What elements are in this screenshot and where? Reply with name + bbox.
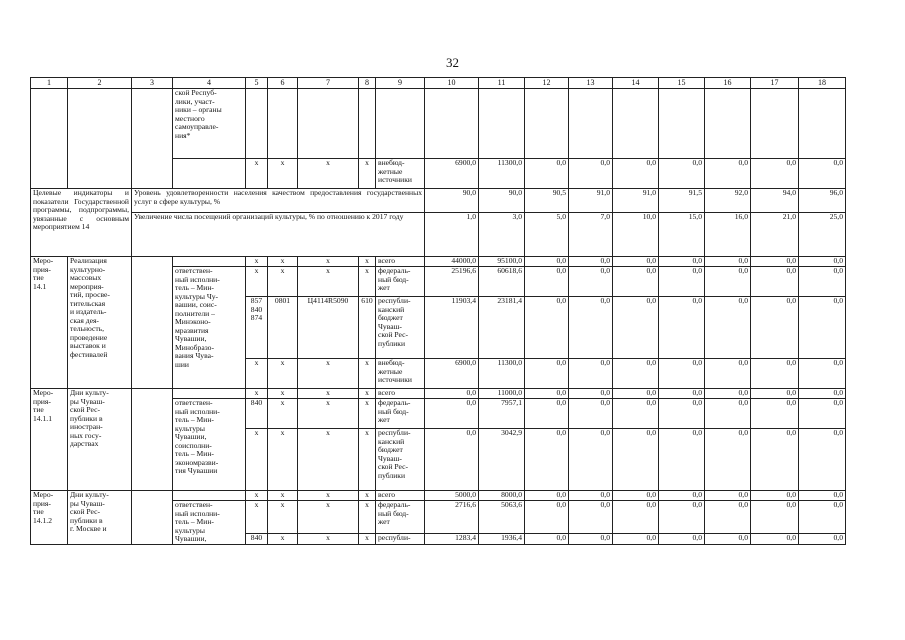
- code-target: х: [298, 389, 359, 399]
- cell-empty: [359, 89, 376, 159]
- year-value: 0,0: [613, 491, 659, 501]
- year-value: 0,0: [525, 399, 569, 429]
- year-value: 0,0: [569, 297, 613, 359]
- year-value: 0,0: [613, 159, 659, 189]
- indicator-value: 21,0: [751, 213, 799, 257]
- year-value: 0,0: [705, 429, 751, 491]
- year-value: 0,0: [705, 533, 751, 544]
- year-value: 0,0: [525, 501, 569, 534]
- indicator-value: 90,5: [525, 189, 569, 213]
- code-target: х: [298, 159, 359, 189]
- code-target: х: [298, 429, 359, 491]
- indicator-value: 91,0: [613, 189, 659, 213]
- year-value: 0,0: [525, 389, 569, 399]
- cell-empty: [132, 89, 173, 189]
- page-number: 32: [446, 55, 459, 70]
- indicator-value: 92,0: [705, 189, 751, 213]
- year-value: 0,0: [525, 359, 569, 389]
- funding-source: всего: [376, 257, 425, 267]
- code-target: х: [298, 501, 359, 534]
- code-grbs: 840: [246, 399, 268, 429]
- code-grbs: х: [246, 159, 268, 189]
- code-target: х: [298, 267, 359, 297]
- year-value: 0,0: [659, 359, 705, 389]
- indicator-value: 94,0: [751, 189, 799, 213]
- cell-empty: [425, 89, 479, 159]
- funding-source: федераль- ный бюд- жет: [376, 267, 425, 297]
- year-value: 0,0: [705, 359, 751, 389]
- indicator-value: 10,0: [613, 213, 659, 257]
- year-value: 0,0: [799, 501, 846, 534]
- cell-empty: [68, 89, 132, 189]
- indicator-value: 15,0: [659, 213, 705, 257]
- year-value: 0,0: [751, 501, 799, 534]
- responsible-continuation: ской Респуб- лики, участ- ники – органы местного самоуправле- ния*: [173, 89, 246, 159]
- year-value: 0,0: [799, 297, 846, 359]
- code-grbs: х: [246, 389, 268, 399]
- cell-empty: [569, 89, 613, 159]
- year-value: 0,0: [613, 399, 659, 429]
- funding-source: внебюд- жетные источники: [376, 159, 425, 189]
- budget-table: [30, 77, 846, 545]
- year-value: 0,0: [425, 429, 479, 491]
- cell-empty: [173, 389, 246, 399]
- year-value: 0,0: [751, 389, 799, 399]
- year-value: 0,0: [659, 159, 705, 189]
- code-target: х: [298, 359, 359, 389]
- cell-empty: [246, 89, 268, 159]
- year-value: 0,0: [799, 257, 846, 267]
- indicator-row: [31, 213, 846, 257]
- responsible-executor: ответствен- ный исполни- тель – Мин- культуры Чувашии,: [173, 501, 246, 545]
- year-value: 0,0: [799, 389, 846, 399]
- year-value: 95100,0: [479, 257, 525, 267]
- year-value: 0,0: [525, 533, 569, 544]
- measure-label: Меро- прия- тие 14.1.2: [31, 491, 68, 545]
- code-expense-type: х: [359, 501, 376, 534]
- column-number-14: 14: [613, 78, 659, 89]
- column-number-6: 6: [268, 78, 298, 89]
- column-number-18: 18: [799, 78, 846, 89]
- year-value: 0,0: [705, 257, 751, 267]
- year-value: 0,0: [613, 257, 659, 267]
- year-value: 0,0: [525, 491, 569, 501]
- year-value: 0,0: [751, 491, 799, 501]
- code-section: х: [268, 501, 298, 534]
- year-value: 0,0: [705, 491, 751, 501]
- column-number-7: 7: [298, 78, 359, 89]
- funding-source: федераль- ный бюд- жет: [376, 399, 425, 429]
- code-target: Ц4114R5090: [298, 297, 359, 359]
- year-value: 0,0: [659, 501, 705, 534]
- year-value: 0,0: [659, 491, 705, 501]
- year-value: 0,0: [569, 533, 613, 544]
- year-value: 0,0: [569, 359, 613, 389]
- cell-empty: [31, 89, 68, 189]
- year-value: 0,0: [751, 399, 799, 429]
- year-value: 5063,6: [479, 501, 525, 534]
- year-value: 0,0: [659, 389, 705, 399]
- year-value: 0,0: [613, 267, 659, 297]
- code-expense-type: х: [359, 533, 376, 544]
- measure-row: [31, 257, 846, 267]
- code-grbs: х: [246, 429, 268, 491]
- funding-source: всего: [376, 491, 425, 501]
- column-number-2: 2: [68, 78, 132, 89]
- year-value: 0,0: [705, 267, 751, 297]
- measure-label: Меро- прия- тие 14.1: [31, 257, 68, 389]
- code-grbs: х: [246, 267, 268, 297]
- indicator-value: 91,5: [659, 189, 705, 213]
- cell-empty: [298, 89, 359, 159]
- indicator-value: 90,0: [479, 189, 525, 213]
- indicator-row: [31, 189, 846, 213]
- code-expense-type: х: [359, 159, 376, 189]
- funding-source: республи- канский бюджет Чуваш- ской Рес- публики: [376, 429, 425, 491]
- year-value: 60618,6: [479, 267, 525, 297]
- cell-empty: [479, 89, 525, 159]
- cell-empty: [525, 89, 569, 159]
- measure-name: Дни культу- ры Чуваш- ской Рес- публики в г. Москве и: [68, 491, 132, 545]
- column-number-17: 17: [751, 78, 799, 89]
- cell-empty: [132, 389, 173, 491]
- funding-source: республи-: [376, 533, 425, 544]
- year-value: 0,0: [799, 267, 846, 297]
- year-value: 0,0: [613, 501, 659, 534]
- year-value: 0,0: [751, 297, 799, 359]
- indicator-value: 1,0: [425, 213, 479, 257]
- code-expense-type: х: [359, 399, 376, 429]
- code-section: х: [268, 359, 298, 389]
- code-expense-type: 610: [359, 297, 376, 359]
- cell-empty: [173, 257, 246, 267]
- year-value: 11000,0: [479, 389, 525, 399]
- year-value: 0,0: [705, 159, 751, 189]
- year-value: 0,0: [659, 257, 705, 267]
- year-value: 23181,4: [479, 297, 525, 359]
- indicator-value: 3,0: [479, 213, 525, 257]
- year-value: 0,0: [525, 297, 569, 359]
- year-value: 0,0: [799, 533, 846, 544]
- year-value: 0,0: [569, 429, 613, 491]
- year-value: 6900,0: [425, 359, 479, 389]
- year-value: 0,0: [525, 159, 569, 189]
- code-section: х: [268, 399, 298, 429]
- measure-name: Реализация культурно- массовых мероприя- тий, просве- тительская и издатель- ская дея- тельность, проведение выставок и фестивалей: [68, 257, 132, 389]
- code-grbs: х: [246, 501, 268, 534]
- year-value: 0,0: [705, 297, 751, 359]
- code-target: х: [298, 491, 359, 501]
- year-value: 0,0: [799, 359, 846, 389]
- code-section: х: [268, 429, 298, 491]
- responsible-executor: ответствен- ный исполни- тель – Мин- культуры Чувашии, соисполни- тель – Мин- экономразви- тия Чувашии: [173, 399, 246, 491]
- code-expense-type: х: [359, 429, 376, 491]
- year-value: 1936,4: [479, 533, 525, 544]
- indicator-value: 7,0: [569, 213, 613, 257]
- code-section: х: [268, 257, 298, 267]
- code-section: х: [268, 159, 298, 189]
- year-value: 0,0: [659, 267, 705, 297]
- column-number-15: 15: [659, 78, 705, 89]
- code-section: х: [268, 389, 298, 399]
- year-value: 0,0: [751, 429, 799, 491]
- year-value: 5000,0: [425, 491, 479, 501]
- code-target: х: [298, 257, 359, 267]
- code-expense-type: х: [359, 389, 376, 399]
- code-grbs: х: [246, 491, 268, 501]
- year-value: 0,0: [705, 501, 751, 534]
- column-number-10: 10: [425, 78, 479, 89]
- year-value: 0,0: [613, 359, 659, 389]
- indicator-text: Уровень удовлетворенности населения качеством предоставления государственных услуг в сфере культуры, %: [132, 189, 425, 213]
- year-value: 0,0: [705, 389, 751, 399]
- year-value: 0,0: [569, 399, 613, 429]
- funding-source: всего: [376, 389, 425, 399]
- continuation-row: [31, 89, 846, 159]
- column-number-5: 5: [246, 78, 268, 89]
- year-value: 0,0: [799, 491, 846, 501]
- year-value: 0,0: [613, 297, 659, 359]
- year-value: 0,0: [751, 533, 799, 544]
- year-value: 0,0: [799, 399, 846, 429]
- code-expense-type: х: [359, 267, 376, 297]
- code-section: х: [268, 533, 298, 544]
- code-expense-type: х: [359, 491, 376, 501]
- year-value: 0,0: [659, 429, 705, 491]
- indicator-value: 25,0: [799, 213, 846, 257]
- year-value: 0,0: [751, 257, 799, 267]
- year-value: 0,0: [525, 429, 569, 491]
- year-value: 1283,4: [425, 533, 479, 544]
- year-value: 0,0: [659, 297, 705, 359]
- column-number-row: [31, 78, 846, 89]
- column-number-3: 3: [132, 78, 173, 89]
- year-value: 0,0: [799, 159, 846, 189]
- year-value: 0,0: [525, 267, 569, 297]
- year-value: 11300,0: [479, 359, 525, 389]
- year-value: 6900,0: [425, 159, 479, 189]
- cell-empty: [173, 159, 246, 189]
- year-value: 0,0: [525, 257, 569, 267]
- year-value: 0,0: [613, 533, 659, 544]
- cell-empty: [268, 89, 298, 159]
- code-target: х: [298, 399, 359, 429]
- cell-empty: [132, 491, 173, 545]
- cell-empty: [613, 89, 659, 159]
- year-value: 11300,0: [479, 159, 525, 189]
- year-value: 44000,0: [425, 257, 479, 267]
- year-value: 0,0: [569, 257, 613, 267]
- year-value: 0,0: [751, 267, 799, 297]
- indicator-value: 96,0: [799, 189, 846, 213]
- code-section: х: [268, 267, 298, 297]
- code-target: х: [298, 533, 359, 544]
- cell-empty: [173, 491, 246, 501]
- code-section: х: [268, 491, 298, 501]
- code-grbs: 840: [246, 533, 268, 544]
- year-value: 0,0: [613, 389, 659, 399]
- year-value: 0,0: [799, 429, 846, 491]
- code-grbs: х: [246, 257, 268, 267]
- column-number-8: 8: [359, 78, 376, 89]
- year-value: 7957,1: [479, 399, 525, 429]
- year-value: 0,0: [613, 429, 659, 491]
- column-number-12: 12: [525, 78, 569, 89]
- cell-empty: [659, 89, 705, 159]
- year-value: 0,0: [751, 359, 799, 389]
- funding-source: внебюд- жетные источники: [376, 359, 425, 389]
- indicator-value: 90,0: [425, 189, 479, 213]
- year-value: 0,0: [425, 389, 479, 399]
- code-grbs: 857 840 874: [246, 297, 268, 359]
- indicator-text: Увеличение числа посещений организаций культуры, % по отношению к 2017 году: [132, 213, 425, 257]
- year-value: 8000,0: [479, 491, 525, 501]
- year-value: 0,0: [569, 267, 613, 297]
- indicator-value: 16,0: [705, 213, 751, 257]
- year-value: 0,0: [705, 399, 751, 429]
- cell-empty: [705, 89, 751, 159]
- year-value: 0,0: [569, 159, 613, 189]
- responsible-executor: ответствен- ный исполни- тель – Мин- культуры Чу- вашии, соис- полнители – Минэконо- мразвития Чувашии, Минобразо- вания Чува- шии: [173, 267, 246, 389]
- column-number-13: 13: [569, 78, 613, 89]
- year-value: 11903,4: [425, 297, 479, 359]
- column-number-11: 11: [479, 78, 525, 89]
- year-value: 0,0: [569, 501, 613, 534]
- measure-row: [31, 389, 846, 399]
- column-number-1: 1: [31, 78, 68, 89]
- code-expense-type: х: [359, 359, 376, 389]
- year-value: 0,0: [751, 159, 799, 189]
- measure-row: [31, 491, 846, 501]
- year-value: 0,0: [659, 399, 705, 429]
- funding-source: республи- канский бюджет Чуваш- ской Рес- публики: [376, 297, 425, 359]
- year-value: 0,0: [569, 389, 613, 399]
- year-value: 0,0: [659, 533, 705, 544]
- cell-empty: [376, 89, 425, 159]
- cell-empty: [132, 257, 173, 389]
- cell-empty: [751, 89, 799, 159]
- column-number-16: 16: [705, 78, 751, 89]
- year-value: 2716,6: [425, 501, 479, 534]
- year-value: 3042,9: [479, 429, 525, 491]
- year-value: 0,0: [569, 491, 613, 501]
- year-value: 25196,6: [425, 267, 479, 297]
- code-grbs: х: [246, 359, 268, 389]
- indicator-value: 91,0: [569, 189, 613, 213]
- column-number-4: 4: [173, 78, 246, 89]
- indicator-value: 5,0: [525, 213, 569, 257]
- code-expense-type: х: [359, 257, 376, 267]
- cell-empty: [799, 89, 846, 159]
- indicators-label: Целевые индикаторы и показатели Государственной программы, подпрограммы, увязанные с основным мероприятием 14: [31, 189, 132, 257]
- code-section: 0801: [268, 297, 298, 359]
- measure-label: Меро- прия- тие 14.1.1: [31, 389, 68, 491]
- year-value: 0,0: [425, 399, 479, 429]
- funding-source: федераль- ный бюд- жет: [376, 501, 425, 534]
- column-number-9: 9: [376, 78, 425, 89]
- measure-name: Дни культу- ры Чуваш- ской Рес- публики в иностран- ных госу- дарствах: [68, 389, 132, 491]
